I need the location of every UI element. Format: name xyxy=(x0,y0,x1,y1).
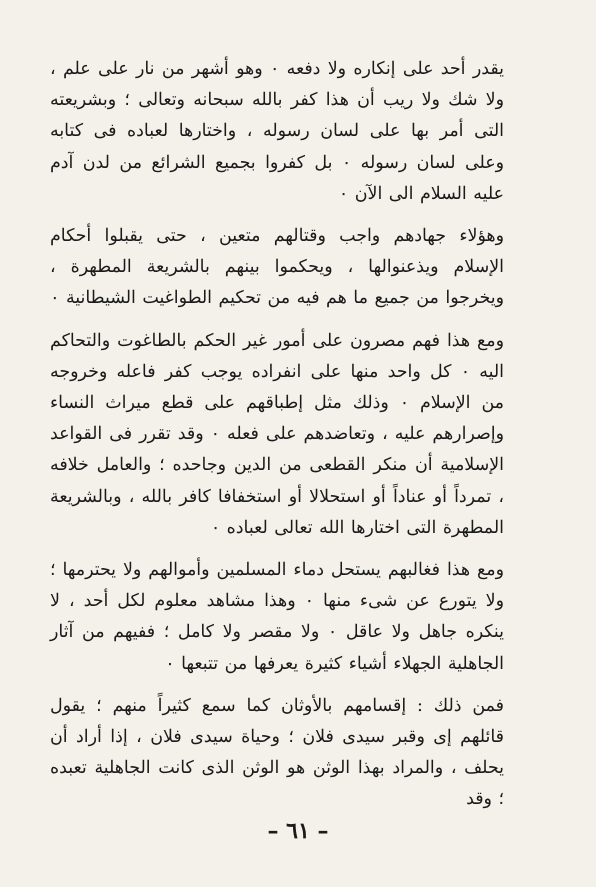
paragraph-5: فمن ذلك : إقسامهم بالأوثان كما سمع كثيراً منهم ؛ يقول قائلهم إى وقبر سيدى فلان ؛ وحياة سيدى فلان ، إذا أراد أن يحلف ، والمراد بهذا الوثن هو الوثن الذى كانت الجاهلية تعبده ؛ وقد xyxy=(50,695,504,810)
paragraph-4: ومع هذا فغالبهم يستحل دماء المسلمين وأموالهم ولا يحترمها ؛ ولا يتورع عن شىء منها ٠ وهذا مشاهد معلوم لكل أحد ، لا ينكره جاهل ولا عاقل ٠ ولا مقصر ولا كامل ؛ ففيهم من آثار الجاهلية الجهلاء أشياء كثيرة يعرفها من تتبعها ٠ xyxy=(50,560,504,674)
paragraph-2: وهؤلاء جهادهم واجب وقتالهم متعين ، حتى يقبلوا أحكام الإسلام ويذعنوالها ، ويحكموا بينهم بالشريعة المطهرة ، ويخرجوا من جميع ما هم فيه من تحكيم الطواغيت الشيطانية ٠ xyxy=(50,226,504,309)
paragraph-3: ومع هذا فهم مصرون على أمور غير الحكم بالطاغوت والتحاكم اليه ٠ كل واحد منها على انفراده يوجب كفر فاعله وخروجه من الإسلام ٠ وذلك مثل إطباقهم على قطع ميراث النساء وإصرارهم عليه ، وتعاضدهم على فعله ٠ وقد تقرر فى القواعد الإسلامية أن منكر القطعى من الدين وجاحده ؛ والعامل خلافه ، تمرداً أو عناداً أو استحلالا أو استخفافا كافر بالله ، وبالشريعة المطهرة التى اختارها الله تعالى لعباده ٠ xyxy=(50,330,504,538)
paragraph-1: يقدر أحد على إنكاره ولا دفعه ٠ وهو أشهر من نار على علم ، ولا شك ولا ريب أن هذا كفر بالله سبحانه وتعالى ؛ وبشريعته التى أمر بها على لسان رسوله ، واختارها لعباده فى كتابه وعلى لسان رسوله ٠ بل كفروا بجميع الشرائع من لدن آدم عليه السلام الى الآن ٠ xyxy=(50,59,505,204)
page-number: – ٦١ – xyxy=(267,818,329,844)
